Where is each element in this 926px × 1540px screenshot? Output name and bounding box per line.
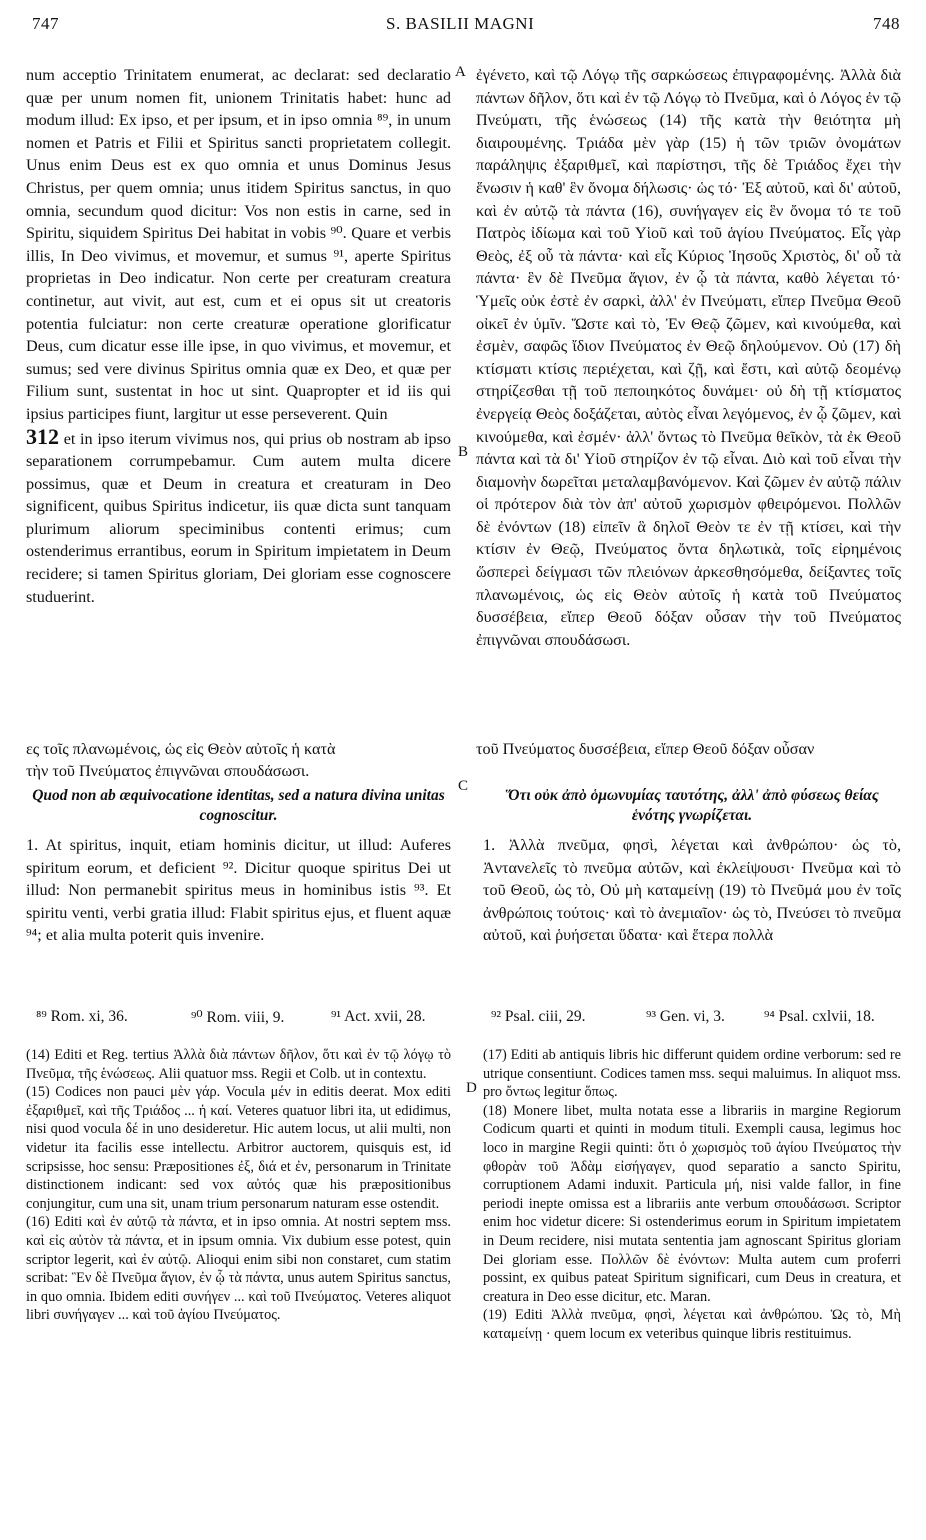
- page-number-left: 747: [32, 14, 59, 33]
- critical-note: (15) Codices non pauci μὲν γάρ. Vocula μέν in editis deerat. Mox editi ἐξαριθμεῖ, καὶ τῆς Τριάδος ... ἡ καί. Veteres quatuor libri ita, ut edidimus, nisi quod vocula δέ in uno desideretur. Hic autem locus, ut alii multi, non videtur ita facilis esse intellectu. Arbitror auctorem, quisquis est, id scripsisse, hoc sensu: Præpositiones ἐξ, διά et ἐν, personarum in Trinitate distinctionem indicant: sed vox αὐτός quæ his præpositionibus conjungitur, cum una sit, unam trium personarum naturam esse ostendit.: [26, 1084, 451, 1212]
- latin-section-title: Quod non ab æquivocatione identitas, sed a natura divina unitas cognoscitur.: [32, 787, 445, 824]
- greek-section: [483, 786, 901, 947]
- page-number-right: 748: [873, 14, 900, 33]
- margin-letter-a: A: [455, 64, 466, 80]
- greek-main-column: [476, 64, 901, 736]
- greek-span-left: ες τοῖς πλανωμένοις, ὡς εἰς Θεὸν αὐτοῖς ἡ κατὰ: [26, 740, 336, 758]
- margin-letter-c: C: [458, 778, 469, 794]
- margin-letter-d: D: [466, 1080, 477, 1096]
- greek-span-right: τοῦ Πνεύματος δυσσέβεια, εἴπερ Θεοῦ δόξαν οὖσαν: [476, 740, 815, 758]
- critical-note: (14) Editi et Reg. tertius Ἀλλὰ διὰ πάντων δῆλον, ὅτι καὶ ἐν τῷ λόγῳ τὸ Πνεῦμα, τῆς ἑνώσεως. Alii quatuor mss. Regii et Colb. ut in contextu.: [26, 1047, 451, 1082]
- footnote-ref: ⁹¹ Act. xvii, 28.: [331, 1008, 426, 1025]
- greek-section-text: 1. Ἀλλὰ πνεῦμα, φησὶ, λέγεται καὶ ἀνθρώπου· ὡς τὸ, Ἀντανελεῖς τὸ πνεῦμα αὐτῶν, καὶ ἐκλείψουσι· Πνεῦμα καὶ τὸ τοῦ Θεοῦ, ὡς τὸ, Οὐ μὴ καταμείνῃ (19) τὸ Πνεῦμά μου ἐν τοῖς ἀνθρώποις τούτοις· καὶ τὸ ἀνεμιαῖον· ὡς τὸ, Πνεύσει τὸ πνεῦμα αὐτοῦ, καὶ ῥυήσεται ὕδατα· καὶ ἕτερα πολλὰ: [483, 836, 901, 945]
- margin-page-number: 312: [26, 423, 59, 449]
- latin-section-text: 1. At spiritus, inquit, etiam hominis dicitur, ut illud: Auferes spiritum eorum, et deficient ⁹². Dicitur quoque spiritus Dei ut illud: Non permanebit spiritus meus in hominibus istis ⁹³. Et spiritu venti, verbi gratia illud: Flabit spiritus ejus, et fluent aquæ ⁹⁴; et alia multa poterit quis invenire.: [26, 836, 451, 945]
- running-title: S. BASILII MAGNI: [386, 14, 535, 33]
- critical-note: (18) Monere libet, multa notata esse a librariis in margine Regiorum Codicum quarti et quinti in modum tituli. Exempli causa, legimus hoc loco in margine Regii quinti: ὅτι ὁ χωρισμὸς τοῦ ἁγίου Πνεύματος τὴν φθορὰν τοῦ Ἀδὰμ εἰσήγαγεν, quod separatio a sancto Spiritu, corruptionem Adami induxit. Particula μή, nisi valde fallor, in fine periodi inepte omissa est a librariis ante verbum σπουδάσωσι. Scriptor enim hoc videtur dicere: Si ostenderimus eorum in Spiritum impietatem in Deum recidere, nisi mutata sententia jam agnoscant Spiritus gloriam Dei gloriam esse. Πολλῶν δὲ ἐνόντων: Multa autem cum proferri possint, ex quibus pateat Spiritum significari, cum Deus in creatura, et creatura in Deo esse dicitur, etc. Maran.: [483, 1102, 901, 1305]
- greek-section-title: Ὅτι οὐκ ἀπὸ ὁμωνυμίας ταυτότης, ἀλλ' ἀπὸ φύσεως θείας ἑνότης γνωρίζεται.: [505, 787, 879, 824]
- critical-note: (19) Editi Ἀλλὰ πνεῦμα, φησὶ, λέγεται καὶ ἀνθρώπου. Ὡς τὸ, Μὴ καταμείνῃ · quem locum ex veteribus quinque libris restituimus.: [483, 1307, 901, 1342]
- latin-paragraph: num acceptio Trinitatem enumerat, ac declarat: sed declaratio quæ per unum nomen fit, unionem Trinitatis habet: hunc ad modum illud: Ex ipso, et per ipsum, et in ipso omnia ⁸⁹, in unum nomen et Patris et Filii et Spiritus sancti proprietatem collegit. Unus enim Deus est ex quo omnia et unus Dominus Jesus Christus, per quem omnia; unus itidem Spiritus sanctus, in quo omnia, secundum quod dicitur: Vos non estis in carne, sed in Spiritu, siquidem Spiritus Dei habitat in vobis ⁹⁰. Quare et verbis illis, In Deo vivimus, et movemur, et sumus ⁹¹, aperte Spiritus proprietas in Deo indicatur. Non certe per creaturam creatura continetur, aut vivit, aut est, cum et ei opus sit ut creatoris potentia fulciatur: non certe creaturæ operatione glorificatur Deus, cum dicatur esse ille ipse, in quo vivimus, et movemur, et sumus; sed vere divinus Spiritus omnia quæ ex Deo, et quæ per Filium sunt, sustentat in hoc ut sint. Quapropter et id iis qui ipsius participes fiunt, largitur ut esse perseverent. Quin: [26, 66, 451, 423]
- critical-note: (16) Editi καὶ ἐν αὐτῷ τὰ πάντα, et in ipso omnia. At nostri septem mss. καὶ εἰς αὐτὸν τὰ πάντα, et in ipsum omnia. Vix dubium esse potest, quin scriptor legerit, καὶ ἐν αὐτῷ. Alioqui enim sibi non constaret, cum statim scribat: Ἓν δὲ Πνεῦμα ἅγιον, ἐν ᾧ τὰ πάντα, unus autem Spiritus sanctus, in quo omnia. Ibidem editi συνήγεν ... καὶ τοῦ Πνεύματος. Veteres aliquot libri συνήγαγεν ... καὶ τοῦ ἁγίου Πνεύματος.: [26, 1214, 451, 1324]
- critical-note: (17) Editi ab antiquis libris hic differunt quidem ordine verborum: sed re utrique consentiunt. Codices tamen mss. sequi maluimus. In aliquot mss. pro ὄντως legitur ὅπως.: [483, 1047, 901, 1101]
- greek-span-last: τὴν τοῦ Πνεύματος ἐπιγνῶναι σπουδάσωσι.: [26, 762, 310, 780]
- footnote-ref: ⁸⁹ Rom. xi, 36.: [36, 1008, 128, 1025]
- footnote-ref: ⁹⁰ Rom. viii, 9.: [191, 1009, 285, 1026]
- critical-notes-left: [26, 1046, 451, 1325]
- footnote-ref: ⁹⁴ Psal. cxlvii, 18.: [764, 1008, 875, 1025]
- footnote-ref: ⁹² Psal. ciii, 29.: [491, 1008, 586, 1025]
- margin-letter-b: B: [458, 444, 469, 460]
- latin-paragraph: et in ipso iterum vivimus nos, qui prius ob nostram ab ipso separationem corrumpebamur. Cum autem multa dicere possimus, quæ et Deum in creatura et creaturam in Deo significent, quibus Spiritus indicetur, iis quæ dicta sunt tanquam plurimum aliorum speciminibus contenti erimus; cum ostenderimus errantibus, eorum in Spiritum impietatem in Deum recidere; si tamen Spiritus gloriam, Dei gloriam esse cognoscere studuerint.: [26, 429, 452, 606]
- greek-spanning-lines: [26, 738, 900, 786]
- latin-section: [26, 786, 451, 947]
- critical-notes-right: [483, 1046, 901, 1344]
- footnote-ref: ⁹³ Gen. vi, 3.: [646, 1008, 725, 1025]
- running-header: [26, 8, 900, 36]
- latin-main-column: [26, 64, 451, 608]
- greek-paragraph: ἐγένετο, καὶ τῷ Λόγῳ τῆς σαρκώσεως ἐπιγραφομένης. Ἀλλὰ διὰ πάντων δῆλον, ὅτι καὶ ἐν τῷ Λόγῳ τὸ Πνεῦμα, καὶ ὁ Λόγος ἐν τῷ Πνεύματι, τῆς ἑνώσεως (14) τῆς κατὰ τὴν θειότητα μὴ διαιρουμένης. Τριάδα μὲν γὰρ (15) ἡ τῶν τριῶν ὀνομάτων παράληψις ἐξαριθμεῖ, καὶ παρίστησι, τῆς δὲ Τριάδος ἔχει τὴν ἕνωσιν ἡ καθ' ἓν ὄνομα δήλωσις· ὡς τό· Ἐξ αὐτοῦ, καὶ δι' αὐτοῦ, καὶ ἐν αὐτῷ τὰ πάντα (16), συνήγαγεν εἰς ἓν ὄνομα τό τε τοῦ Πατρὸς ἰδίωμα καὶ τοῦ Υἱοῦ καὶ τοῦ ἁγίου Πνεύματος. Εἷς γὰρ Θεὸς, ἐξ οὗ τὰ πάντα· καὶ εἷς Κύριος Ἰησοῦς Χριστὸς, δι' οὗ τὰ πάντα· ἓν δὲ Πνεῦμα ἅγιον, ἐν ᾧ τὰ πάντα, καθὸ λέγεται τό· Ὑμεῖς οὐκ ἐστὲ ἐν σαρκὶ, ἀλλ' ἐν Πνεύματι, εἴπερ Πνεῦμα Θεοῦ οἰκεῖ ἐν ὑμῖν. Ὥστε καὶ τὸ, Ἐν Θεῷ ζῶμεν, καὶ κινούμεθα, καὶ ἐσμὲν, σαφῶς ἴδιον Πνεύματος ἐν Θεῷ δηλούμενον. Οὐ (17) δὴ κτίσματι κτίσις περιέχεται, καὶ ζῇ, καὶ ἔστι, καὶ αὐτῷ δεομένῳ στηρίζεσθαι τῇ τοῦ πεποιηκότος δυνάμει· οὐ δὴ τῇ κτίσματος ἐνεργείᾳ Θεὸς δοξάζεται, αὐτὸς εἶναι λεγόμενος, ἐν ᾧ ζῶμεν, καὶ κινούμεθα, καὶ ἐσμέν· ἀλλ' ὄντως τὸ Πνεῦμα θεῖκὸν, τὰ ἐκ Θεοῦ πάντα καὶ τὰ δι' Υἱοῦ στηρίζον ἐν τῷ εἶναι. Διὸ καὶ τοῦ εἶναι τὴν διαμονὴν δωρεῖται μεταλαμβανόμενον. Καὶ ζῶμεν ἐν αὐτῷ πάλιν οἱ πρότερον διὰ τὸν ἀπ' αὐτοῦ χωρισμὸν φθειρόμενοι. Πολλῶν δὲ ἐνόντων (18) εἰπεῖν ἃ δηλοῖ Θεὸν τε ἐν τῇ κτίσει, καὶ τὴν κτίσιν ἐν Θεῷ, Πνεύματος ὄντα δηλωτικὰ, τοῖς εἰρημένοις ὥσπερεὶ δείγμασι τῶν πλειόνων ἀρκεσθησόμεθα, δείξαντες τοῖς πλανωμένοις, ὡς εἰς Θεὸν αὐτοῖς ἡ κατὰ τοῦ Πνεύματος δυσσέβεια, εἴπερ Θεοῦ δόξαν οὖσαν τὴν τοῦ Πνεύματος ἐπιγνῶναι σπουδάσωσι.: [476, 66, 901, 649]
